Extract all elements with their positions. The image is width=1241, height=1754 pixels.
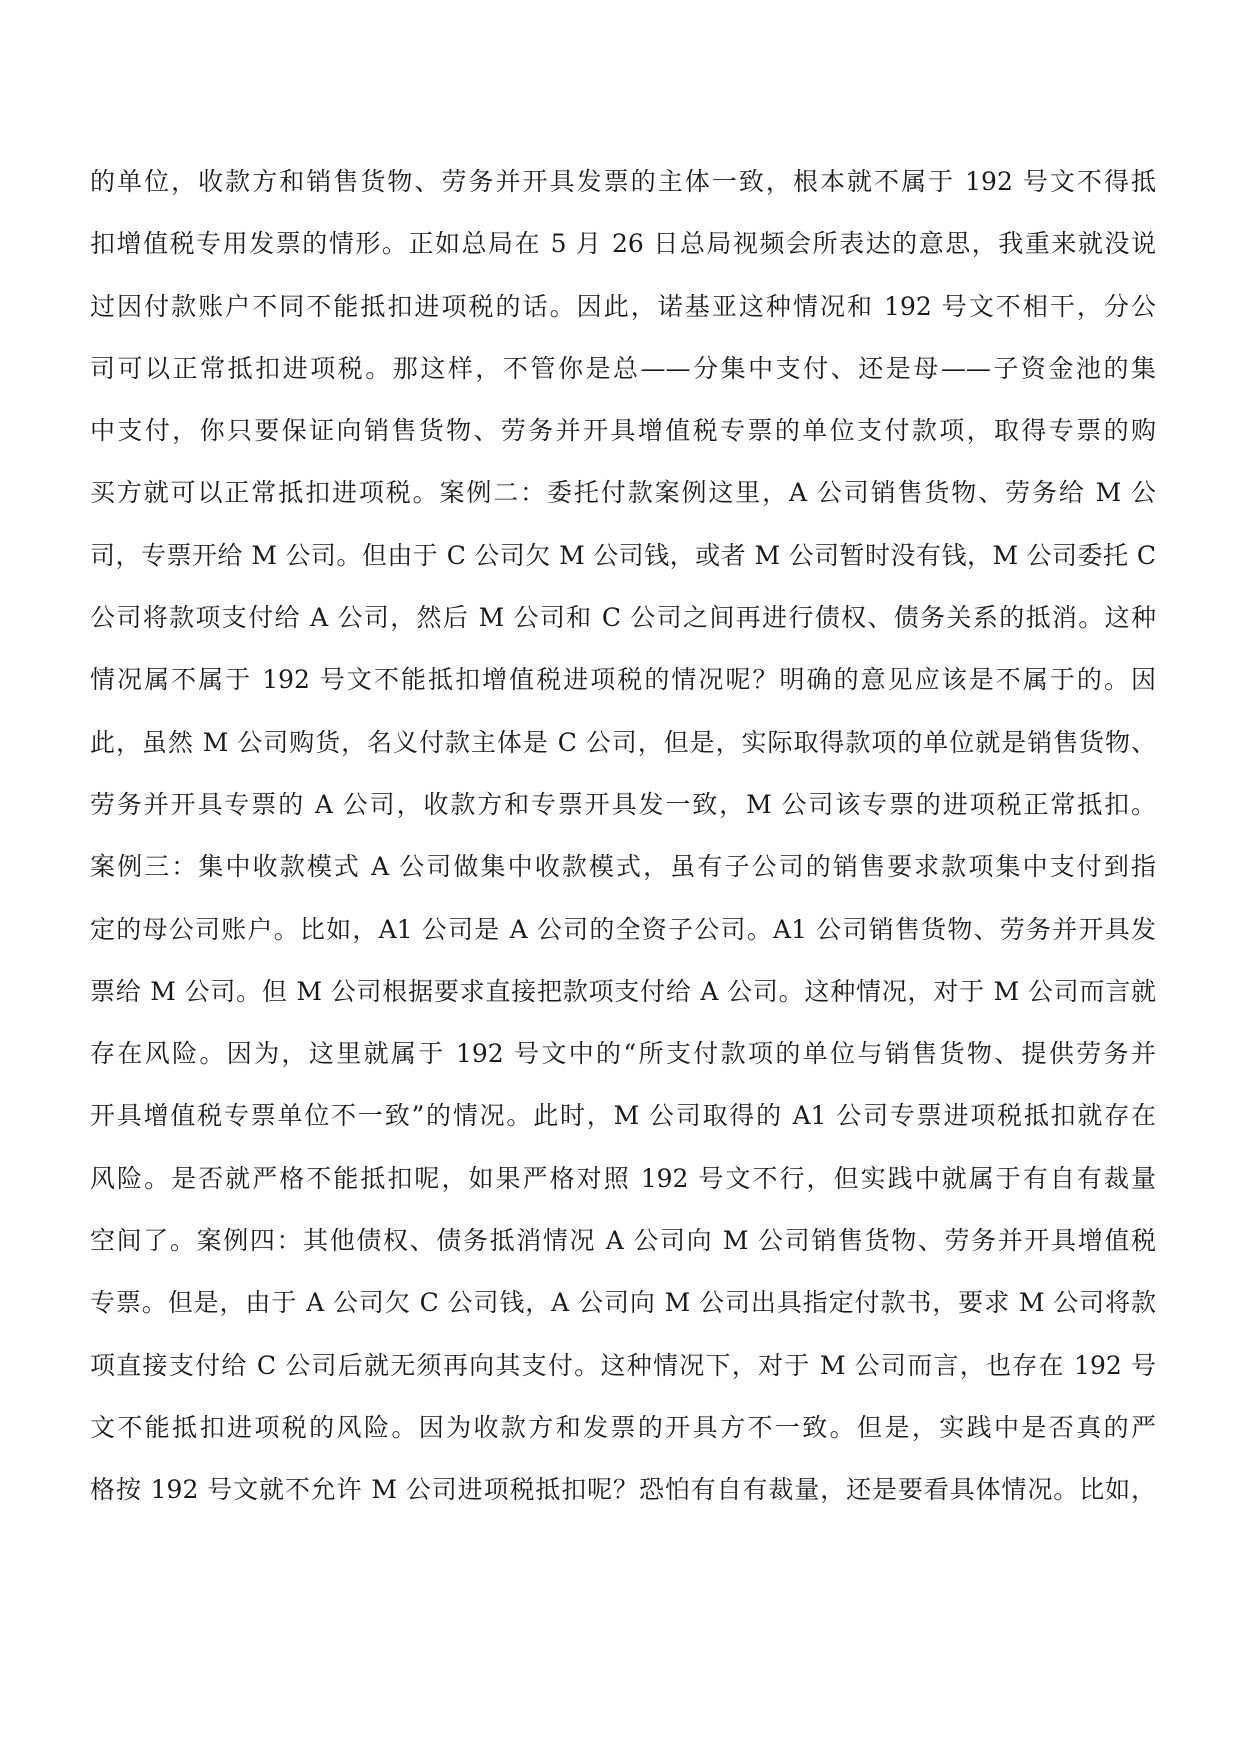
text-line: 情况属不属于 192 号文不能抵扣增值税进项税的情况呢？明确的意见应该是不属于的。因 (90, 665, 1156, 695)
text-line: 文不能抵扣进项税的风险。因为收款方和发票的开具方不一致。但是，实践中是否真的严 (90, 1412, 1156, 1442)
text-line: 过因付款账户不同不能抵扣进项税的话。因此，诺基亚这种情况和 192 号文不相干，分公 (90, 291, 1156, 321)
text-line: 项直接支付给 C 公司后就无须再向其支付。这种情况下，对于 M 公司而言，也存在 192 号 (90, 1350, 1156, 1380)
text-line: 专票。但是，由于 A 公司欠 C 公司钱，A 公司向 M 公司出具指定付款书，要求 M 公司将款 (90, 1288, 1156, 1318)
text-line: 开具增值税专票单位不一致”的情况。此时，M 公司取得的 A1 公司专票进项税抵扣就存在 (90, 1101, 1156, 1131)
text-line: 劳务并开具专票的 A 公司，收款方和专票开具发一致，M 公司该专票的进项税正常抵扣。 (90, 789, 1156, 819)
text-line: 司，专票开给 M 公司。但由于 C 公司欠 M 公司钱，或者 M 公司暂时没有钱，M 公司委托 C (90, 540, 1156, 570)
text-line: 中支付，你只要保证向销售货物、劳务并开具增值税专票的单位支付款项，取得专票的购 (90, 416, 1156, 446)
text-line: 风险。是否就严格不能抵扣呢，如果严格对照 192 号文不行，但实践中就属于有自有裁量 (90, 1163, 1156, 1193)
body-text (90, 162, 1156, 1533)
text-line: 此，虽然 M 公司购货，名义付款主体是 C 公司，但是，实际取得款项的单位就是销售货物、 (90, 727, 1156, 757)
text-line: 定的母公司账户。比如，A1 公司是 A 公司的全资子公司。A1 公司销售货物、劳务并开具发 (90, 914, 1156, 944)
text-line: 案例三：集中收款模式 A 公司做集中收款模式，虽有子公司的销售要求款项集中支付到指 (90, 852, 1156, 882)
text-line: 的单位，收款方和销售货物、劳务并开具发票的主体一致，根本就不属于 192 号文不得抵 (90, 167, 1156, 196)
text-line: 买方就可以正常抵扣进项税。案例二：委托付款案例这里，A 公司销售货物、劳务给 M 公 (90, 478, 1156, 508)
text-line: 格按 192 号文就不允许 M 公司进项税抵扣呢？恐怕有自有裁量，还是要看具体情况。比如， (90, 1475, 1156, 1505)
text-line: 公司将款项支付给 A 公司，然后 M 公司和 C 公司之间再进行债权、债务关系的抵消。这种 (90, 603, 1156, 633)
text-line: 票给 M 公司。但 M 公司根据要求直接把款项支付给 A 公司。这种情况，对于 M 公司而言就 (90, 976, 1156, 1006)
text-line: 空间了。案例四：其他债权、债务抵消情况 A 公司向 M 公司销售货物、劳务并开具增值税 (90, 1226, 1156, 1256)
text-line: 存在风险。因为，这里就属于 192 号文中的“所支付款项的单位与销售货物、提供劳务并 (90, 1039, 1156, 1069)
text-line: 扣增值税专用发票的情形。正如总局在 5 月 26 日总局视频会所表达的意思，我重来就没说 (90, 229, 1156, 259)
text-line: 司可以正常抵扣进项税。那这样，不管你是总——分集中支付、还是母——子资金池的集 (90, 353, 1156, 383)
